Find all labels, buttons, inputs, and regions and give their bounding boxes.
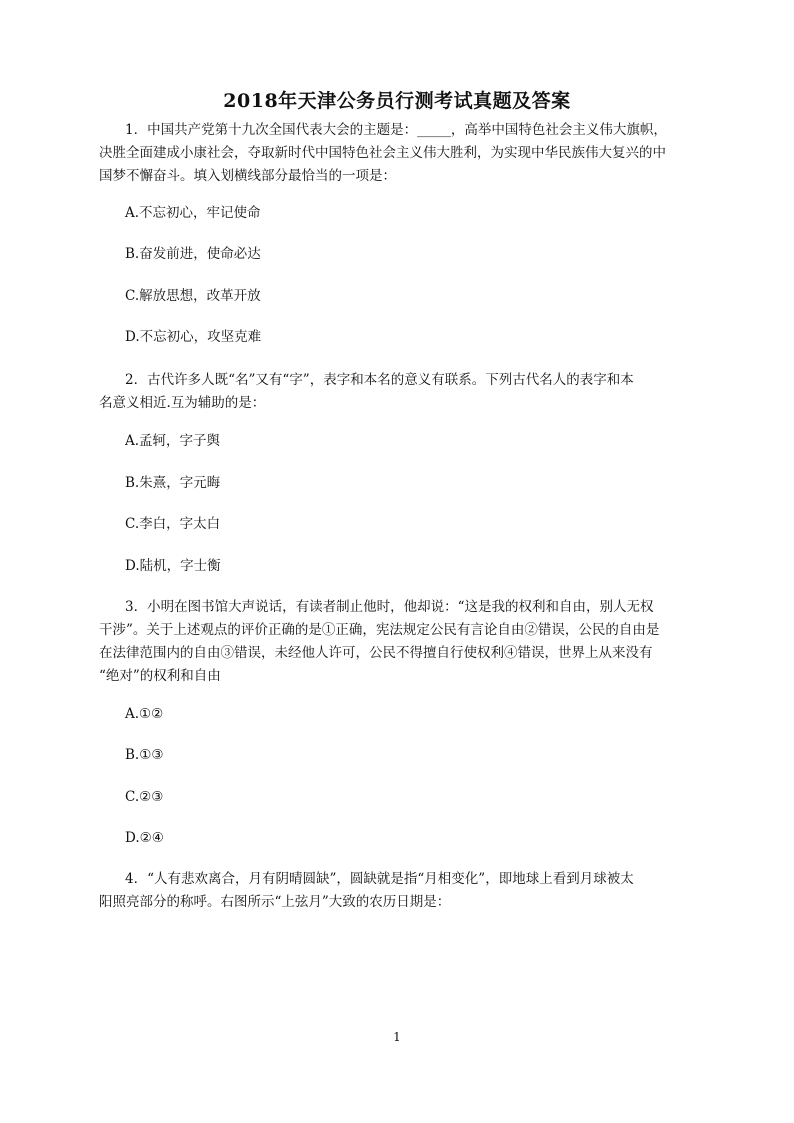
document-title: 2018年天津公务员行测考试真题及答案 — [223, 90, 571, 112]
question-2-text — [99, 369, 685, 415]
question-2-option-d: D.陆机，字士衡 — [125, 558, 221, 574]
question-1-text — [99, 119, 685, 188]
question-4-text — [99, 868, 685, 914]
question-2-option-b: B.朱熹，字元晦 — [125, 475, 221, 491]
question-2-option-a: A.孟轲，字子舆 — [125, 433, 221, 449]
question-4-line-2: 阳照亮部分的称呼。右图所示“上弦月”大致的农历日期是： — [99, 894, 451, 910]
question-3-line-3: 在法律范围内的自由③错误，未经他人许可，公民不得擅自行使权利④错误，世界上从来没有 — [99, 645, 653, 661]
question-3-option-a: A.①② — [125, 706, 164, 722]
question-2-line-1: 2．古代许多人既“名”又有“字”，表字和本名的意义有联系。下列古代名人的表字和本 — [125, 372, 634, 388]
question-3-option-c: C.②③ — [125, 789, 164, 805]
question-1-line-1: 1．中国共产党第十九次全国代表大会的主题是：_____，高举中国特色社会主义伟大旗帜， — [125, 122, 667, 138]
page-number: 1 — [393, 1030, 401, 1044]
question-1-option-b: B.奋发前进，使命必达 — [125, 246, 261, 262]
question-1-line-2: 决胜全面建成小康社会，夺取新时代中国特色社会主义伟大胜利，为实现中华民族伟大复兴的中 — [99, 145, 666, 161]
question-2-line-2: 名意义相近.互为辅助的是： — [99, 395, 266, 411]
question-2-option-c: C.李白，字太白 — [125, 516, 221, 532]
question-3-line-4: “绝对”的权利和自由 — [99, 668, 221, 684]
question-1-option-c: C.解放思想，改革开放 — [125, 288, 261, 304]
question-3-line-1: 3．小明在图书馆大声说话，有读者制止他时，他却说：“这是我的权利和自由，别人无权 — [125, 599, 654, 615]
question-1-option-a: A.不忘初心，牢记使命 — [125, 205, 261, 221]
question-1-line-3: 国梦不懈奋斗。填入划横线部分最恰当的一项是： — [99, 168, 396, 184]
question-3-text — [99, 596, 685, 688]
question-4-line-1: 4．“人有悲欢离合，月有阴晴圆缺”，圆缺就是指“月相变化”，即地球上看到月球被太 — [125, 871, 634, 887]
question-3-option-b: B.①③ — [125, 747, 164, 763]
question-1-option-d: D.不忘初心，攻坚克难 — [125, 329, 262, 345]
question-3-line-2: 干涉”。关于上述观点的评价正确的是①正确，宪法规定公民有言论自由②错误，公民的自由是 — [99, 622, 660, 638]
question-3-option-d: D.②④ — [125, 830, 164, 846]
